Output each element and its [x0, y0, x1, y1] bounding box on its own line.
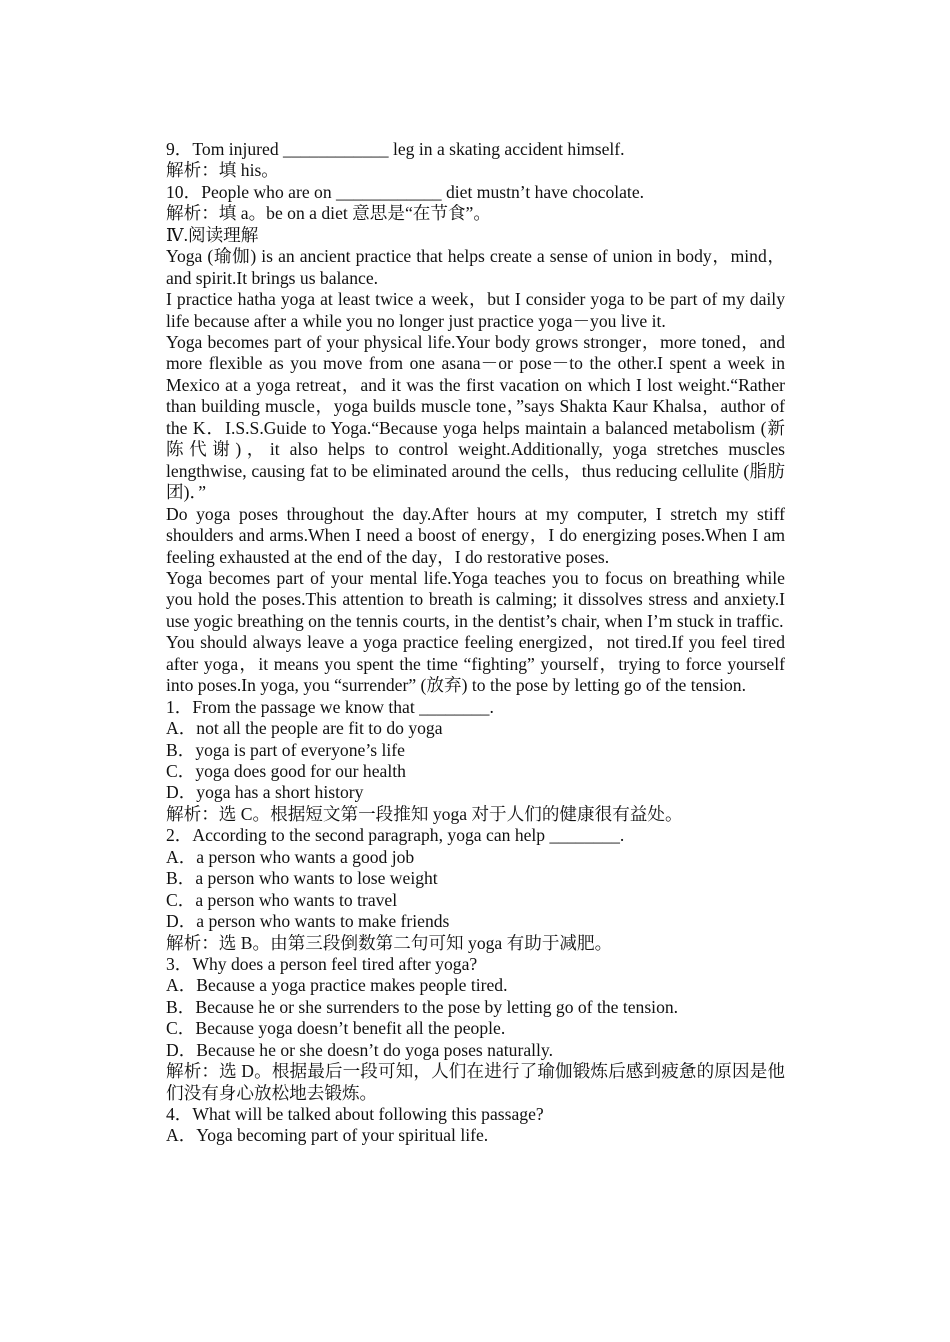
question-9: 9．Tom injured ____________ leg in a skating accident himself. — [166, 139, 625, 159]
option-3c: C．Because yoga doesn’t benefit all the people. — [166, 1018, 506, 1039]
passage-paragraph-1: Yoga (瑜伽) is an ancient practice that helps create a sense of union in body，mind，and spirit.It brings us balance. — [166, 246, 785, 288]
passage-paragraph-2: I practice hatha yoga at least twice a week，but I consider yoga to be part of my daily life because after a while you no longer just practice yoga－you live it. — [166, 289, 785, 331]
option-2a: A．a person who wants a good job — [166, 846, 415, 867]
option-1d: D．yoga has a short history — [166, 782, 364, 803]
option-3b: B．Because he or she surrenders to the pose by letting go of the tension. — [166, 996, 679, 1017]
answer-3: 解析：选 D。根据最后一段可知，人们在进行了瑜伽锻炼后感到疲惫的原因是他们没有身心放松地去锻炼。 — [166, 1061, 785, 1103]
option-1a: A．not all the people are fit to do yoga — [166, 718, 443, 739]
question-10: 10．People who are on ____________ diet mustn’t have chocolate. — [166, 181, 645, 202]
answer-9: 解析：填 his。 — [166, 160, 279, 181]
section-heading: Ⅳ.阅读理解 — [166, 224, 259, 245]
option-2d: D．a person who wants to make friends — [166, 911, 450, 932]
passage-paragraph-3: Yoga becomes part of your physical life.Your body grows stronger，more toned，and more flexible as you move from one asana－or pose－to the other.I spent a week in Mexico at a yoga retreat，and it was the first vacation on which I lost weight.“Rather than building muscle，yoga builds muscle tone，”says Shakta Kaur Khalsa，author of the K．I.S.S.Guide to Yoga.“Because yoga helps maintain a balanced metabolism (新陈代谢)，it also helps to control weight.Additionally, yoga stretches muscles lengthwise, causing fat to be eliminated around the cells，thus reducing cellulite (脂肪团)．” — [166, 332, 785, 503]
passage-paragraph-6: You should always leave a yoga practice feeling energized，not tired.If you feel tired after yoga，it means you spent the time “fighting” yourself，trying to force yourself into poses.In yoga, you “surrender” (放弃) to the pose by letting go of the tension. — [166, 632, 785, 696]
option-1c: C．yoga does good for our health — [166, 761, 406, 782]
option-4a: A．Yoga becoming part of your spiritual life. — [166, 1125, 489, 1146]
answer-1: 解析：选 C。根据短文第一段推知 yoga 对于人们的健康很有益处。 — [166, 803, 683, 824]
question-2: 2．According to the second paragraph, yoga can help ________. — [166, 825, 625, 846]
question-3: 3．Why does a person feel tired after yoga? — [166, 953, 478, 974]
option-2b: B．a person who wants to lose weight — [166, 868, 438, 889]
option-3d: D．Because he or she doesn’t do yoga poses naturally. — [166, 1039, 553, 1060]
answer-10: 解析：填 a。be on a diet 意思是“在节食”。 — [166, 203, 491, 224]
answer-2: 解析：选 B。由第三段倒数第二句可知 yoga 有助于减肥。 — [166, 932, 613, 953]
question-1: 1．From the passage we know that ________. — [166, 696, 494, 717]
passage-paragraph-5: Yoga becomes part of your mental life.Yoga teaches you to focus on breathing while you hold the poses.This attention to breath is calming; it dissolves stress and anxiety.I use yogic breathing on the tennis courts, in the dentist’s chair, when I’m stuck in traffic. — [166, 567, 785, 631]
question-4: 4．What will be talked about following this passage? — [166, 1104, 544, 1125]
option-1b: B．yoga is part of everyone’s life — [166, 739, 405, 760]
option-2c: C．a person who wants to travel — [166, 889, 398, 910]
document-page — [166, 139, 785, 1147]
passage-paragraph-4: Do yoga poses throughout the day.After hours at my computer, I stretch my stiff shoulders and arms.When I need a boost of energy，I do energizing poses.When I am feeling exhausted at the end of the day，I do restorative poses. — [166, 503, 785, 567]
option-3a: A．Because a yoga practice makes people tired. — [166, 975, 508, 996]
